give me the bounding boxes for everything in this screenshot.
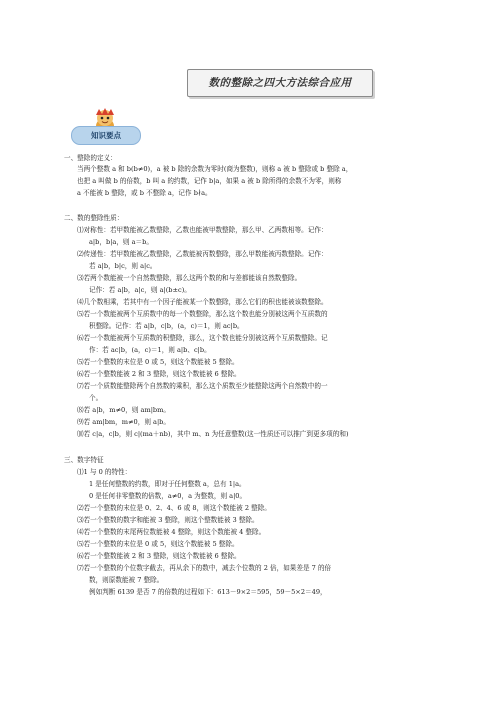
text-line: ⑶若两个数能被一个自然数整除，那么这两个数的和与差都能该自然数整除。 [77, 274, 302, 282]
text-line: ⑷若一个整数的末尾两位数能被 4 整除，则这个数能被 4 整除。 [77, 528, 266, 536]
text-line: ⑺若一个整数的个位数字截去，再从余下的数中，减去个位数的 2 倍，如果差是 7 的倍 [77, 564, 332, 572]
text-line: ⑵若一个整数的末位是 0、2、4、6 或 8，则这个数能被 2 整除。 [77, 504, 271, 512]
text-line: 三、数字特征 [64, 456, 104, 464]
page-title: 数的整除之四大方法综合应用 [187, 69, 373, 97]
text-line: 个。 [89, 394, 103, 402]
text-line: ⑹若一个数能被两个互质数的积整除，那么，这个数也能分别被这两个互质数整除。记 [77, 334, 328, 342]
text-line: ⑷几个数相乘，若其中有一个因子能被某一个数整除，那么它们的积也能被该数整除。 [77, 298, 328, 306]
text-line: 也把 a 叫做 b 的倍数，b 叫 a 的约数，记作 b|a，如果 a 被 b 除所得的余数不为零，则称 [77, 177, 342, 185]
text-line: ⑻若 a|b，m≠0，则 am|bm。 [77, 406, 170, 414]
text-line: 若 a|b，b|c，则 a|c。 [89, 262, 157, 270]
text-line: 一、整除的定义： [64, 154, 117, 162]
text-line: 记作：若 a|b，a|c，则 a|(b±c)。 [89, 286, 191, 294]
text-line: ⑸若一个整数的末位是 0 或 5，则这个数能被 5 整除。 [77, 540, 239, 548]
text-line: a 不能被 b 整除，或 b 不整除 a，记作 b∤a。 [77, 189, 212, 197]
text-line: ⑵传递性：若甲数能被乙数整除，乙数能被丙数整除，那么甲数能被丙数整除。记作： [77, 250, 328, 258]
text-line: ⑹若一个整数能被 2 和 3 整除，则这个数能被 6 整除。 [77, 370, 241, 378]
text-line: ⑺若一个质数能整除两个自然数的乘积，那么这个质数至少能整除这两个自然数中的一 [77, 382, 328, 390]
text-line: ⑴1 与 0 的特性： [77, 468, 132, 476]
text-line: 0 是任何非零整数的倍数，a≠0，a 为整数，则 a|0。 [89, 492, 247, 500]
text-line: 当两个整数 a 和 b(b≠0)，a 被 b 除的余数为零时(商为整数)，则称 a 被 b 整除或 b 整除 a， [77, 165, 353, 173]
text-line: ⑸若一个数能被两个互质数中的每一个数整除，那么这个数也能分别被这两个互质数的 [77, 310, 328, 318]
text-line: ⑹若一个整数能被 2 和 3 整除，则这个数能被 6 整除。 [77, 552, 241, 560]
text-line: 例如判断 6139 是否 7 的倍数的过程如下：613－9×2＝595，59－5×2＝49， [89, 588, 327, 596]
text-line: ⑶若一个整数的数字和能被 3 整除，则这个整数能被 3 整除。 [77, 516, 259, 524]
text-line: 二、数的整除性质： [64, 214, 124, 222]
text-line: 数，则原数能被 7 整除。 [89, 576, 164, 584]
text-line: 积整除。记作：若 a|b，c|b，(a，c)＝1，则 ac|b。 [89, 322, 244, 330]
text-line: 作：若 ac|b，(a，c)＝1，则 a|b、c|b。 [89, 346, 211, 354]
text-line: 1 是任何整数的约数，即对于任何整数 a，总有 1|a。 [89, 480, 246, 488]
text-line: ⑽若 c|a，c|b，则 c|(ma＋nb)，其中 m、n 为任意整数(这一性质还可以推广到更多项的和) [77, 430, 349, 438]
text-line: a|b，b|a，则 a＝b。 [89, 238, 153, 246]
text-line: ⑴对称性：若甲数能被乙数整除，乙数也能被甲数整除，那么甲、乙两数相等。记作： [77, 226, 328, 234]
text-line: ⑼若 am|bm，m≠0，则 a|b。 [77, 418, 170, 426]
knowledge-points-badge: 知识要点 [71, 126, 141, 145]
text-line: ⑸若一个整数的末位是 0 或 5，则这个数能被 5 整除。 [77, 358, 239, 366]
